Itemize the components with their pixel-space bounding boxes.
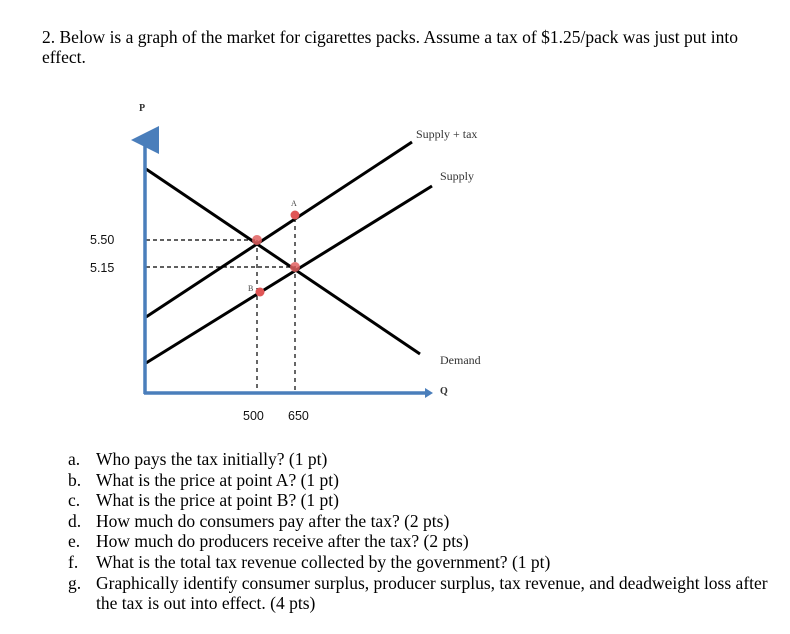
list-item [68,552,768,573]
supply-plus-tax-line [146,142,412,317]
legend-demand: Demand [440,353,481,367]
equilibrium-no-tax-dot [290,262,300,272]
part-text: How much do consumers pay after the tax? (2 pts) [96,510,450,531]
part-marker: c. [68,490,81,511]
part-marker: a. [68,449,81,469]
part-marker: b. [68,469,82,490]
supply-line [146,186,432,363]
x-tick-650: 650 [288,409,309,423]
point-a-dot [291,211,300,220]
part-text: How much do producers receive after the tax? (2 pts) [96,531,469,552]
question-text: 2. Below is a graph of the market for cigarettes packs. Assume a tax of $1.25/pack was just put into effect. [42,27,738,67]
list-item [68,531,768,552]
part-text: Graphically identify consumer surplus, producer surplus, tax revenue, and deadweight loss after the tax is out into effect. (4 pts) [96,572,768,614]
part-marker: d. [68,510,82,531]
point-b-label: B [248,284,254,293]
list-item [68,470,768,491]
part-marker: g. [68,572,82,593]
list-item [68,573,768,614]
list-item [68,490,768,511]
point-a-label: A [291,199,297,208]
part-marker: f. [68,551,79,572]
list-item [68,511,768,532]
x-tick-500: 500 [243,409,264,423]
list-item [68,449,768,470]
quantity-axis-label: Q [440,386,448,397]
y-tick-5-50: 5.50 [90,233,115,247]
demand-line [146,169,420,354]
part-text: What is the total tax revenue collected by the government? (1 pt) [96,551,551,572]
price-axis-label: P [139,103,146,114]
quantity-axis-arrow [425,388,433,398]
legend-supply: Supply [440,169,475,183]
part-marker: e. [68,531,81,552]
legend-supply-plus-tax: Supply + tax [416,127,478,141]
part-text: Who pays the tax initially? (1 pt) [96,449,328,469]
point-b-dot [256,288,265,297]
question-parts-list [68,449,768,614]
y-tick-5-15: 5.15 [90,261,115,275]
part-text: What is the price at point A? (1 pt) [96,469,339,490]
part-text: What is the price at point B? (1 pt) [96,490,339,511]
equilibrium-with-tax-dot [252,235,262,245]
